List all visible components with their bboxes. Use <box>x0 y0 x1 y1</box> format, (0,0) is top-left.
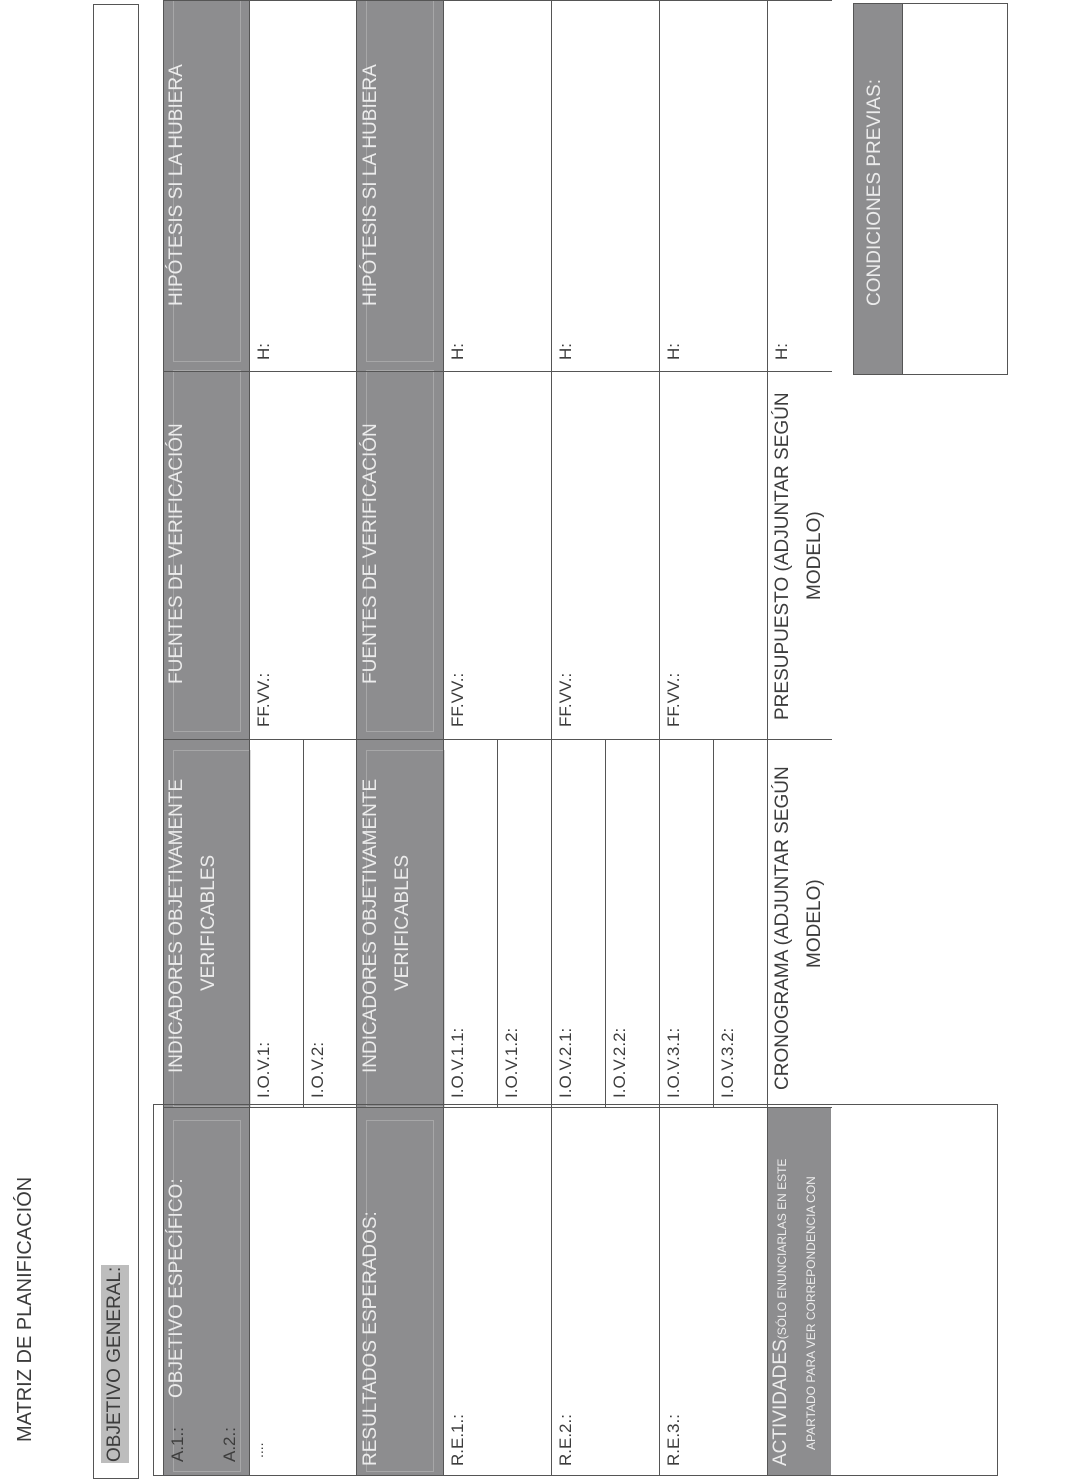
iov-2-1-field[interactable]: I.O.V.2.1: <box>556 1027 575 1098</box>
actividad-a1[interactable]: A.1.: <box>168 1427 187 1462</box>
presupuesto-line1: PRESUPUESTO (ADJUNTAR SEGÚN <box>772 392 793 720</box>
cronograma-line2: MODELO) <box>804 879 825 968</box>
h-field[interactable]: H: <box>254 343 273 360</box>
resultados-hipotesis-header: HIPÓTESIS SI LA HUBIERA <box>360 64 381 306</box>
hipotesis-header: HIPÓTESIS SI LA HUBIERA <box>166 64 187 306</box>
iov-3-2-field[interactable]: I.O.V.3.2: <box>718 1027 737 1098</box>
actividad-a2[interactable]: A.2.: <box>220 1427 239 1462</box>
resultados-iov-header-line1: INDICADORES OBJETIVAMENTE <box>360 778 381 1073</box>
objetivo-general-box <box>93 4 139 1479</box>
objetivo-general-label: OBJETIVO GENERAL: <box>104 1266 125 1462</box>
re2-h-field[interactable]: H: <box>556 343 575 360</box>
iov-1-1-field[interactable]: I.O.V.1.1: <box>448 1027 467 1098</box>
iov2-field[interactable]: I.O.V.2: <box>308 1041 327 1098</box>
ffvv-header: FUENTES DE VERIFICACIÓN <box>166 423 187 684</box>
re3-ffvv-field[interactable]: FF.VV.: <box>664 672 683 727</box>
re3-label: R.E.3.: <box>664 1414 683 1466</box>
actividades-h-field[interactable]: H: <box>772 343 791 360</box>
iov-header-line1: INDICADORES OBJETIVAMENTE <box>166 778 187 1073</box>
re1-h-field[interactable]: H: <box>448 343 467 360</box>
re2-label: R.E.2.: <box>556 1414 575 1466</box>
re2-ffvv-field[interactable]: FF.VV.: <box>556 672 575 727</box>
actividades-label-big: ACTIVIDADES <box>770 1339 791 1466</box>
re3-h-field[interactable]: H: <box>664 343 683 360</box>
objetivo-especifico-label: OBJETIVO ESPECÍFICO: <box>166 1178 187 1398</box>
actividades-label-small-1: (SÓLO ENUNCIARLAS EN ESTE <box>775 1158 789 1340</box>
resultados-ffvv-header: FUENTES DE VERIFICACIÓN <box>360 423 381 684</box>
re1-label: R.E.1.: <box>448 1414 467 1466</box>
actividad-more: .... <box>250 1442 266 1458</box>
iov-2-2-field[interactable]: I.O.V.2.2: <box>610 1027 629 1098</box>
resultados-label: RESULTADOS ESPERADOS: <box>360 1211 381 1466</box>
re1-ffvv-field[interactable]: FF.VV.: <box>448 672 467 727</box>
iov-header-line2: VERIFICABLES <box>198 854 219 991</box>
iov-1-2-field[interactable]: I.O.V.1.2: <box>502 1027 521 1098</box>
iov1-field[interactable]: I.O.V.1: <box>254 1041 273 1098</box>
iov-3-1-field[interactable]: I.O.V.3.1: <box>664 1027 683 1098</box>
presupuesto-line2: MODELO) <box>804 511 825 600</box>
ffvv-field[interactable]: FF.VV.: <box>254 672 273 727</box>
actividades-list-box <box>153 1104 998 1476</box>
cronograma-line1: CRONOGRAMA (ADJUNTAR SEGÚN <box>772 766 793 1090</box>
condiciones-previas-label: CONDICIONES PREVIAS: <box>864 79 885 306</box>
resultados-iov-header-line2: VERIFICABLES <box>392 854 413 991</box>
actividades-label-small-2: APARTADO PARA VER CORREPONDENCIA CON <box>804 1176 818 1450</box>
page-title: MATRIZ DE PLANIFICACIÓN <box>14 1176 36 1442</box>
